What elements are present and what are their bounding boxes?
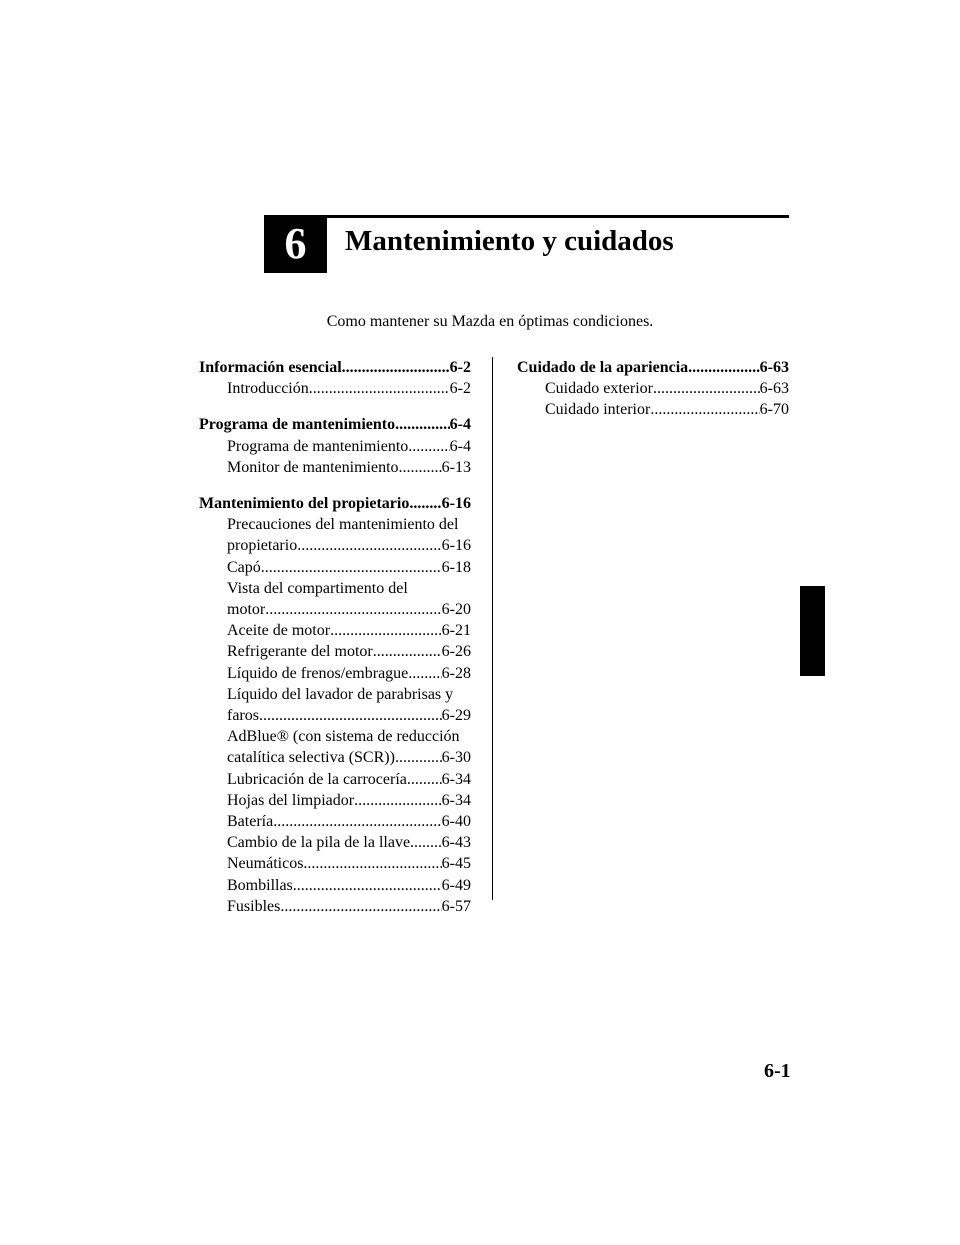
- toc-entry[interactable]: [199, 457, 471, 478]
- toc-entry[interactable]: [199, 620, 471, 641]
- toc-page: 6-26: [441, 643, 471, 661]
- leader-dots: [293, 875, 442, 896]
- toc-entry-text[interactable]: Vista del compartimento del: [227, 579, 408, 597]
- toc-entry-label: faros: [227, 707, 259, 725]
- toc-page: 6-43: [441, 834, 471, 852]
- leader-dots: [259, 705, 442, 726]
- toc-entry[interactable]: [199, 535, 471, 556]
- chapter-title: Mantenimiento y cuidados: [345, 225, 674, 257]
- toc-entry-label: Hojas del limpiador: [227, 791, 355, 809]
- toc-entry[interactable]: [199, 896, 471, 917]
- chapter-number-badge: 6: [264, 215, 327, 273]
- toc-entry-label: Batería: [227, 813, 274, 831]
- toc-entry[interactable]: [199, 769, 471, 790]
- toc-entry-label: Líquido de frenos/embrague: [227, 664, 409, 682]
- toc-heading-label: Mantenimiento del propietario: [199, 495, 410, 513]
- toc-entry-label: Fusibles: [227, 897, 281, 915]
- toc-page: 6-16: [441, 495, 471, 513]
- toc-page: 6-29: [441, 707, 471, 725]
- toc-left-column: [199, 357, 471, 932]
- column-divider: [492, 357, 493, 900]
- leader-dots: [410, 832, 442, 853]
- toc-entry-label: Bombillas: [227, 876, 293, 894]
- toc-entry-label: Introducción: [227, 380, 309, 398]
- toc-heading-label: Cuidado de la apariencia: [517, 359, 689, 376]
- leader-dots: [354, 790, 442, 811]
- leader-dots: [373, 641, 442, 662]
- toc-entry-label: motor: [227, 601, 266, 619]
- toc-page: 6-49: [441, 876, 471, 894]
- toc-page: 6-28: [441, 664, 471, 682]
- toc-heading-label: Programa de mantenimiento: [199, 416, 396, 434]
- toc-entry-label: Aceite de motor: [227, 622, 331, 640]
- toc-entry-label: Capó: [227, 558, 261, 576]
- leader-dots: [395, 414, 450, 435]
- toc-entry[interactable]: [199, 832, 471, 853]
- toc-page: 6-63: [759, 359, 789, 376]
- toc-section-programa: [199, 414, 471, 478]
- toc-entry-label: Cuidado exterior: [545, 380, 653, 398]
- leader-dots: [688, 357, 760, 378]
- toc-entry-label: propietario: [227, 537, 298, 555]
- toc-entry-label: Cambio de la pila de la llave: [227, 834, 411, 852]
- toc-page: 6-16: [441, 537, 471, 555]
- toc-heading[interactable]: [199, 357, 471, 378]
- toc-section-propietario: [199, 493, 471, 917]
- toc-entry[interactable]: [199, 557, 471, 578]
- chapter-subtitle: Como mantener su Mazda en óptimas condiciones.: [326, 313, 654, 330]
- toc-page: 6-21: [441, 622, 471, 640]
- toc-page: 6-2: [449, 380, 471, 398]
- leader-dots: [408, 436, 449, 457]
- leader-dots: [330, 620, 442, 641]
- toc-page: 6-70: [759, 401, 789, 419]
- toc-section-informacion: [199, 357, 471, 399]
- page-number: 6-1: [764, 1060, 791, 1082]
- toc-entry[interactable]: [199, 705, 471, 726]
- toc-entry[interactable]: [199, 811, 471, 832]
- title-rule: [327, 215, 789, 218]
- toc-entry[interactable]: [199, 853, 471, 874]
- leader-dots: [407, 769, 442, 790]
- toc-page: 6-45: [441, 855, 471, 873]
- toc-page: 6-2: [449, 359, 471, 376]
- toc-entry-label: Neumáticos: [227, 855, 304, 873]
- leader-dots: [653, 378, 760, 399]
- toc-entry-text[interactable]: AdBlue® (con sistema de reducción: [227, 728, 460, 746]
- toc-entry-label: Monitor de mantenimiento: [227, 458, 399, 476]
- toc-page: 6-63: [759, 380, 789, 398]
- toc-page: 6-4: [449, 416, 471, 434]
- toc-entry-label: Programa de mantenimiento: [227, 437, 409, 455]
- toc-page: 6-18: [441, 558, 471, 576]
- toc-page: 6-57: [441, 897, 471, 915]
- toc-entry[interactable]: [199, 436, 471, 457]
- toc-entry[interactable]: [199, 641, 471, 662]
- leader-dots: [280, 896, 441, 917]
- toc-entry[interactable]: [199, 663, 471, 684]
- toc-page: 6-30: [441, 749, 471, 767]
- leader-dots: [399, 457, 442, 478]
- leader-dots: [303, 853, 441, 874]
- leader-dots: [265, 599, 441, 620]
- toc-entry[interactable]: [517, 378, 789, 399]
- toc-entry[interactable]: [199, 790, 471, 811]
- leader-dots: [309, 378, 450, 399]
- toc-entry[interactable]: [199, 747, 471, 768]
- leader-dots: [650, 399, 759, 420]
- toc-entry[interactable]: [199, 599, 471, 620]
- toc-heading[interactable]: [517, 357, 789, 378]
- toc-section-apariencia: [517, 357, 789, 421]
- toc-page: 6-40: [441, 813, 471, 831]
- leader-dots: [395, 747, 442, 768]
- toc-entry[interactable]: [199, 378, 471, 399]
- toc-entry-label: Lubricación de la carrocería: [227, 770, 407, 788]
- leader-dots: [342, 357, 450, 378]
- toc-entry-text[interactable]: Líquido del lavador de parabrisas y: [227, 685, 454, 703]
- toc-entry[interactable]: [199, 875, 471, 896]
- toc-heading-label: Información esencial: [199, 359, 342, 376]
- leader-dots: [261, 557, 442, 578]
- toc-entry-label: Refrigerante del motor: [227, 643, 373, 661]
- toc-entry-label: catalítica selectiva (SCR)): [227, 749, 395, 767]
- toc-entry-label: Cuidado interior: [545, 401, 651, 419]
- toc-heading[interactable]: [199, 414, 471, 435]
- toc-heading[interactable]: [199, 493, 471, 514]
- toc-right-column: [517, 357, 789, 436]
- leader-dots: [273, 811, 441, 832]
- toc-page: 6-34: [441, 770, 471, 788]
- toc-entry-text[interactable]: Precauciones del mantenimiento del: [227, 516, 459, 534]
- toc-page: 6-4: [449, 437, 471, 455]
- toc-page: 6-34: [441, 791, 471, 809]
- toc-entry[interactable]: [517, 399, 789, 420]
- toc-page: 6-20: [441, 601, 471, 619]
- leader-dots: [408, 663, 441, 684]
- toc-page: 6-13: [441, 458, 471, 476]
- leader-dots: [297, 535, 441, 556]
- chapter-side-tab: [800, 586, 825, 676]
- leader-dots: [409, 493, 441, 514]
